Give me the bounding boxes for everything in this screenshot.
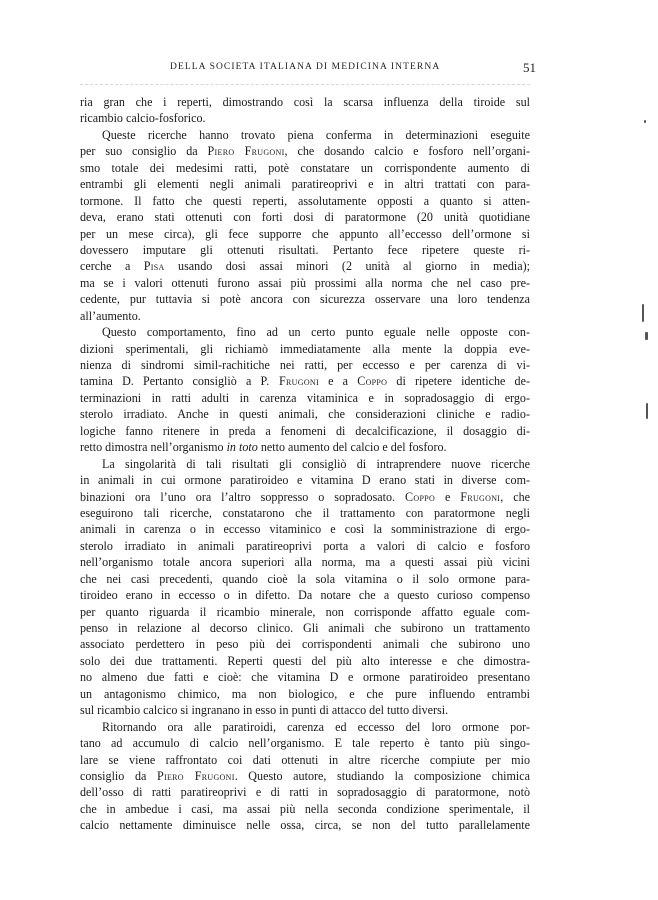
text-line: binazioni ora l’uno ora l’altro soppresso o sopradosato. Coppo e Frugoni, che [80,489,530,504]
author-name: Coppo [357,374,388,389]
text-line: all’aumento. [80,308,141,323]
text-line: nienza di sindromi simil-rachitiche nei ratti, per eccesso e per carenza di vi- [80,358,530,372]
text-line: dell’osso di ratti paratireoprivi e di ratti in sopradosaggio di paratormone, notò [80,785,530,800]
paragraph-start: Ritornando ora alle paratiroidi, carenza ed eccesso del loro ormone por- [102,719,530,734]
place-name: Pisa [143,259,165,274]
text-line: entrambi gli elementi negli animali paratireoprivi e in altri trattati con para- [80,177,530,192]
text-line: cerche a Pisa usando dosi assai minori (2 unità al giorno in media); [80,259,530,274]
text-line: tamina D. Pertanto consigliò a P. Frugoni e a Coppo di ripetere identiche de- [80,374,531,389]
page-header [80,62,536,80]
italic-phrase: in toto [226,440,258,455]
text-line: dovessero imputare gli ottenuti risultati. Pertanto fece ripetere queste ri- [80,242,530,257]
text-line: nell’organismo totale ancora superiori alla norma, ma a questi assai più vicini [80,555,530,570]
paragraph-start: Queste ricerche hanno trovato piena conferma in determinazioni eseguite [102,127,530,142]
body-text [80,94,530,834]
scan-speck [644,120,646,123]
author-name: Piero Frugoni [156,768,235,783]
text-line: per quanto riguarda il ricambio minerale, non corrisponde affatto eguale com- [80,604,530,619]
scan-speck [642,304,644,322]
text-line: logiche fanno ritenere in preda a fenomeni di decalcificazione, il dosaggio di- [80,423,530,438]
text-line: sterolo irradiato in animali paratireoprivi porta a valori di calcio e fosforo [80,538,530,553]
text-line: retto dimostra nell’organismo in toto netto aumento del calcio e del fosforo. [80,440,447,455]
text-line: in animali in cui ormone paratiroideo e vitamina D erano stati in diverse com- [80,473,530,488]
text-line: animali in carenza o in eccesso vitaminico e così la somministrazione di ergo- [80,522,530,537]
page-number: 51 [523,60,536,75]
author-name: P. Frugoni [260,374,319,389]
paragraph-start: Questo comportamento, fino ad un certo punto eguale nelle opposte con- [102,325,530,340]
text-line: per suo consiglio da Piero Frugoni, che dosando calcio e fosforo nell’organi- [80,144,530,159]
text-line: ria gran che i reperti, dimostrando così la scarsa influenza della tiroide sul [80,95,530,109]
text-line: penso in relazione al decorso clinico. Gli animali che subirono un trattamento [80,621,530,635]
scan-speck [646,403,648,419]
text-line: eseguirono tali ricerche, constatarono che il trattamento con paratormone negli [80,505,530,520]
author-name: Coppo [405,489,436,504]
text-line: tiroideo erano in eccesso o in difetto. Da notare che a questo curioso compenso [80,588,530,603]
text-line: solo dei due trattamenti. Reperti questi del più alto interesse e che dimostra- [80,653,530,668]
text-line: per un mese circa), gli fece supporre che appunto all’eccesso dell’ormone si [80,226,530,241]
author-name: Frugoni [460,489,501,504]
text-line: ma se i valori ottenuti furono assai più prossimi alla norma che nel caso pre- [80,275,530,290]
author-name: Piero Frugoni [207,144,285,159]
text-line: smo totale dei medesimi ratti, potè constatare un corrispondente aumento di [80,160,530,175]
text-line: tormone. Il fatto che questi reperti, assolutamente opposti a quanto si atten- [80,193,530,208]
text-line: calcio nettamente diminuisce nelle ossa, circa, se non del tutto parallelamente [80,818,530,833]
text-line: associato perdettero in peso più dei corrispondenti animali che subirono uno [80,637,530,652]
text-line: tano ad accumulo di calcio nell’organismo. E tale reperto è tanto più singo- [80,736,530,751]
text-line: ricambio calcio-fosforico. [80,111,206,126]
text-line: che in ambedue i casi, ma assai più nella seconda condizione sperimentale, il [80,801,530,816]
text-line: dizioni sperimentali, gli richiamò immediatamente alla mente la doppia eve- [80,341,530,356]
text-line: consiglio da Piero Frugoni. Questo autore, studiando la composizione chimica [80,768,530,783]
text-line: sterolo irradiato. Anche in questi animali, che considerazioni cliniche e radio- [80,407,530,422]
running-head: DELLA SOCIETA ITALIANA DI MEDICINA INTERNA [170,62,441,72]
header-rule [80,84,530,85]
text-line: lare se viene raffrontato coi dati ottenuti in altre ricerche compiute per mio [80,752,530,767]
paragraph-start: La singolarità di tali risultati gli consigliò di intraprendere nuove ricerche [102,456,530,471]
text-line: un antagonismo chimico, ma non biologico, e che pure influendo entrambi [80,686,530,701]
scan-speck [645,332,648,340]
text-line: deva, erano stati ottenuti con forti dosi di paratormone (20 unità quotidiane [80,210,530,225]
text-line: che nei casi precedenti, quando cioè la sola vitamina o il solo ormone para- [80,571,530,586]
text-line: terminazioni in ratti adulti in carenza vitaminica e in sopradosaggio di ergo- [80,390,530,405]
text-line: no almeno due fatti e cioè: che vitamina D e ormone paratiroideo presentano [80,670,530,685]
text-line: cedente, pur tuttavia si potè ancora con sicurezza osservare una loro tendenza [80,292,530,307]
text-line: sul ricambio calcico si ingranano in esso in punti di attacco del tutto diversi. [80,703,449,718]
